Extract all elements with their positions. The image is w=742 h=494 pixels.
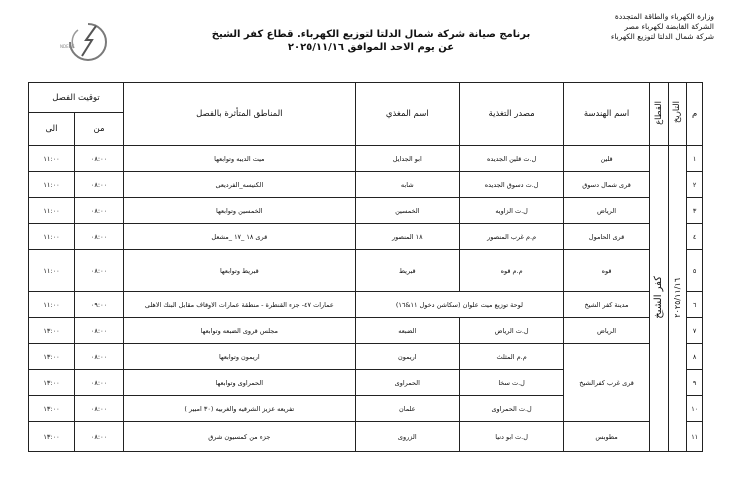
company-name: شركة شمال الدلتا لتوزيع الكهرباء [610,32,714,41]
header-from: من [74,113,123,146]
source-cell: ل.ت دسوق الجديده [459,172,563,198]
row-num: ٨ [687,344,703,370]
header-date: التاريخ [668,83,687,146]
to-cell: ١١:٠٠ [29,250,75,292]
feeder-cell: الحمراوى [355,370,459,396]
to-cell: ١١:٠٠ [29,146,75,172]
logo-icon [58,20,118,64]
maintenance-schedule-table [28,82,703,452]
header-engineering: اسم الهندسة [564,83,650,146]
table-row [29,318,703,344]
feeder-cell: ابو الجدايل [355,146,459,172]
areas-cell: مجلس قروى الضبعه وتوابعها [124,318,356,344]
table-row [29,146,703,172]
source-cell: ل.ت الزاويه [459,198,563,224]
ministry-name: وزارة الكهرباء والطاقة المتجددة [614,12,714,21]
engineering-cell: قوه [564,250,650,292]
engineering-cell: مطوبس [564,422,650,452]
row-num: ٣ [687,198,703,224]
source-cell: ل.ت قلين الجديده [459,146,563,172]
table-row [29,224,703,250]
header-feeder: اسم المغذي [355,83,459,146]
row-num: ٥ [687,250,703,292]
sector-cell: كفر الشيخ [649,146,668,452]
row-num: ٤ [687,224,703,250]
source-cell: ل.ت الرياض [459,318,563,344]
from-cell: ٠٩:٠٠ [74,292,123,318]
engineering-cell: قلين [564,146,650,172]
areas-cell: قبريط وتوابعها [124,250,356,292]
date-cell: ٢٠٢٥/١١/١٦ [668,146,687,452]
table-row [29,198,703,224]
to-cell: ١٣:٠٠ [29,344,75,370]
table-row [29,292,703,318]
from-cell: ٠٨:٠٠ [74,172,123,198]
to-cell: ١١:٠٠ [29,224,75,250]
source-cell: م.م قوه [459,250,563,292]
from-cell: ٠٨:٠٠ [74,224,123,250]
to-cell: ١٣:٠٠ [29,318,75,344]
document-date: عن يوم الاحد الموافق ٢٠٢٥/١١/١٦ [287,42,455,53]
logo-text: NDEDC [60,44,75,49]
from-cell: ٠٨:٠٠ [74,318,123,344]
feeder-cell: علمان [355,396,459,422]
from-cell: ٠٨:٠٠ [74,396,123,422]
engineering-cell: قرى الحامول [564,224,650,250]
to-cell: ١١:٠٠ [29,292,75,318]
to-cell: ١٣:٠٠ [29,370,75,396]
engineering-cell: مدينة كفر الشيخ [564,292,650,318]
row-num: ١١ [687,422,703,452]
source-cell: م.م غرب المنصور [459,224,563,250]
from-cell: ٠٨:٠٠ [74,370,123,396]
header-sector: القطاع [649,83,668,146]
to-cell: ١١:٠٠ [29,198,75,224]
areas-cell: قرى ١٨ _١٧ _مشعل [124,224,356,250]
areas-cell: عمارات ٤٧- جزء القنطرة - منطقة عمارات الاوقاف مقابل البنك الاهلى [124,292,356,318]
feeder-cell: اريمون [355,344,459,370]
from-cell: ٠٨:٠٠ [74,344,123,370]
from-cell: ٠٨:٠٠ [74,422,123,452]
row-num: ٦ [687,292,703,318]
row-num: ٧ [687,318,703,344]
from-cell: ٠٨:٠٠ [74,250,123,292]
areas-cell: جزء من كمسيون شرق [124,422,356,452]
from-cell: ٠٨:٠٠ [74,198,123,224]
feeder-cell: ١٨ المنصور [355,224,459,250]
areas-cell: الكنيسه_الفرديعى [124,172,356,198]
source-cell: ل.ت الحمراوى [459,396,563,422]
to-cell: ١٣:٠٠ [29,396,75,422]
document-title: برنامج صيانة شركة شمال الدلتا لتوزيع الكهرباء. قطاع كفر الشيخ [211,29,531,40]
header-timing: توقيت الفصل [29,83,124,113]
feeder-cell: قبريط [355,250,459,292]
engineering-cell: قرى غرب كفرالشيخ [564,344,650,422]
areas-cell: اريمون وتوابعها [124,344,356,370]
source-cell: ل.ت سخا [459,370,563,396]
feeder-cell: الخمسين [355,198,459,224]
table-row [29,344,703,370]
header-areas: المناطق المتأثرة بالفصل [124,83,356,146]
header-source: مصدر التغذية [459,83,563,146]
feeder-cell: شابه [355,172,459,198]
source-cell: ل.ت ابو دنيا [459,422,563,452]
from-cell: ٠٨:٠٠ [74,146,123,172]
row-num: ١٠ [687,396,703,422]
table-row [29,250,703,292]
areas-cell: الحمراوى وتوابعها [124,370,356,396]
feeder-cell: الضبعه [355,318,459,344]
header-num: م [687,83,703,146]
engineering-cell: قرى شمال دسوق [564,172,650,198]
company-logo [58,20,118,64]
row-num: ١ [687,146,703,172]
to-cell: ١٣:٠٠ [29,422,75,452]
areas-cell: تفريعه عزيز الشرقيه والغربيه (٣٠ امبير ) [124,396,356,422]
header-to: الى [29,113,75,146]
to-cell: ١١:٠٠ [29,172,75,198]
row-num: ٢ [687,172,703,198]
holding-name: الشركة القابضة لكهرباء مصر [624,22,714,31]
engineering-cell: الرياض [564,318,650,344]
areas-cell: الخمسين وتوابعها [124,198,356,224]
row-num: ٩ [687,370,703,396]
areas-cell: ميت الديبه وتوابعها [124,146,356,172]
source-cell: م.م المثلث [459,344,563,370]
table-row [29,422,703,452]
engineering-cell: الرياض [564,198,650,224]
source-cell: لوحة توزيع ميت علوان (سكاشن دخول ١١&١٦) [355,292,564,318]
table-row [29,172,703,198]
feeder-cell: الزروى [355,422,459,452]
